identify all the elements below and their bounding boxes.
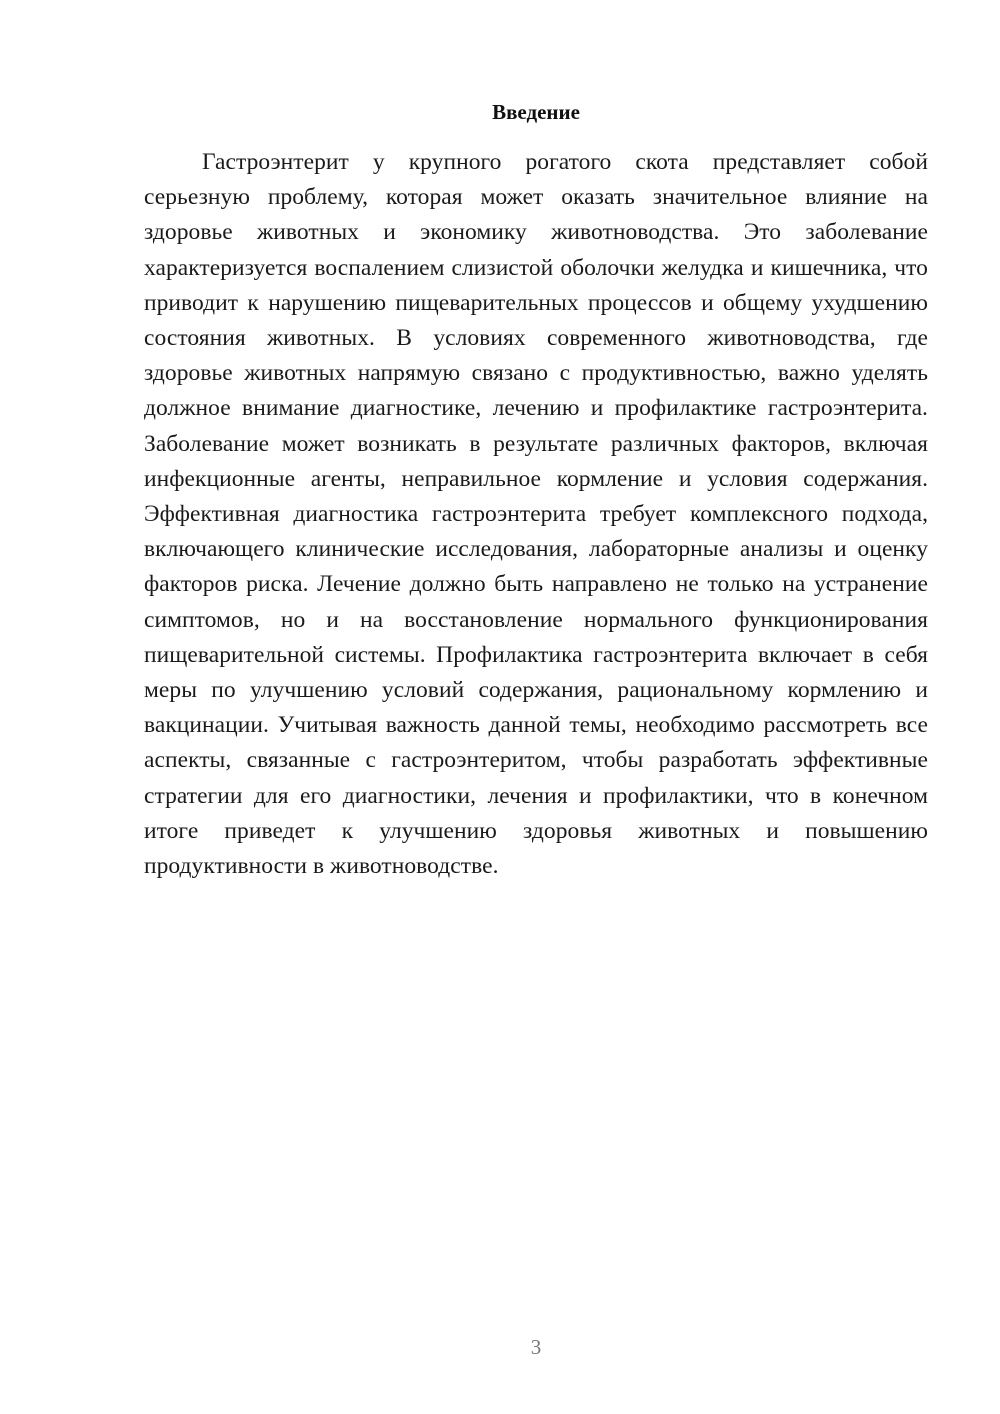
page-number: 3 <box>530 1335 542 1359</box>
section-heading: Введение <box>492 100 580 124</box>
body-paragraph: Гастроэнтерит у крупного рогатого скота представляет собой серьезную проблему, которая может оказать значительное влияние на здоровье животных и экономику животноводства. Это заболевание характеризуется воспалением слизистой оболочки желудка и кишечника, что приводит к нарушению пищеварительных процессов и общему ухудшению состояния животных. В условиях современного животноводства, где здоровье животных напрямую связано с продуктивностью, важно уделять должное внимание диагностике, лечению и профилактике гастроэнтерита. Заболевание может возникать в результате различных факторов, включая инфекционные агенты, неправильное кормление и условия содержания. Эффективная диагностика гастроэнтерита требует комплексного подхода, включающего клинические исследования, лабораторные анализы и оценку факторов риска. Лечение должно быть направлено не только на устранение симптомов, но и на восстановление нормального функционирования пищеварительной системы. Профилактика гастроэнтерита включает в себя меры по улучшению условий содержания, рациональному кормлению и вакцинации. Учитывая важность данной темы, необходимо рассмотреть все аспекты, связанные с гастроэнтеритом, чтобы разработать эффективные стратегии для его диагностики, лечения и профилактики, что в конечном итоге приведет к улучшению здоровья животных и повышению продуктивности в животноводстве. <box>144 149 928 880</box>
